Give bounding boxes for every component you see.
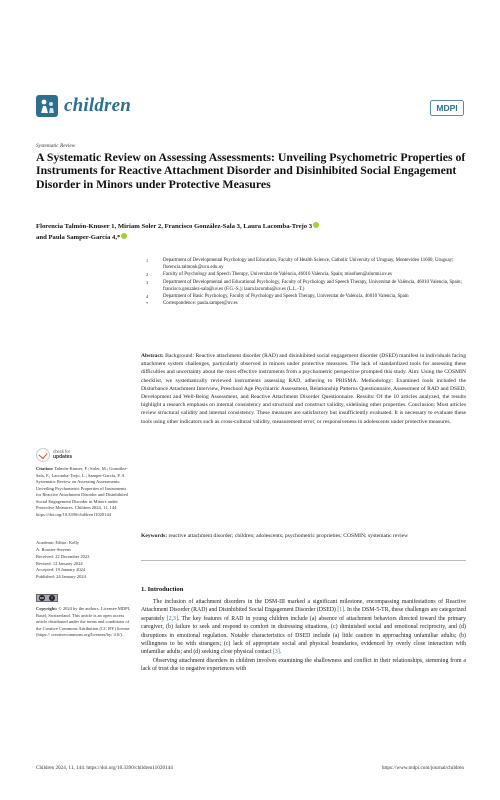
affiliations	[141, 257, 466, 307]
affiliation-item: 2 Faculty of Psychology and Speech Therapy, Universitat de València, 46010 Valencia, Spain; misofuen@alumni.uv.es	[146, 272, 392, 278]
section-heading: 1. Introduction	[141, 586, 184, 593]
divider	[141, 560, 466, 561]
affiliation-item: 3 Department of Developmental and Educational Psychology, Faculty of Psychology and Speech Therapy, Universitat de València, 46010 Valencia, Spain; francisco.gonzalez-sala@uv.es (F.G.-S.); laura.lacomba@uv.es (L.L.-T.)	[146, 279, 462, 292]
keywords-label: Keywords:	[141, 533, 168, 539]
orcid-icon[interactable]	[313, 222, 319, 228]
affiliation-item: 1 Department of Developmental Psychology and Education, Faculty of Health Science, Catholic University of Uruguay, Montevideo 11600, Uruguay; florencia.talmonk@ucu.edu.uy	[146, 258, 454, 271]
abstract-text: Background: Reactive attachment disorder (RAD) and disinhibited social engagement disorder (DSED) manifest in individuals facing attachment system challenges, particularly observed in minors under protective measures. The lack of standardized tools for assessing these difficulties and uncertainty about the most effective instruments from a psychometric perspective prompted this study. Aim: Using the COSMIN checklist, we systematically reviewed instruments assessing RAD, adhering to PRISMA. Methodology: Examined tools included the Disturbance Attachment Interview, Preschool Age Psychiatric Assessment, Relationship Patterns Questionnaire, Assessment of RAD and DSED, Development and Well-Being Assessment, and Reactive Attachment Disorder Questionnaire. Results: Of the 10 articles analyzed, the results highlight a research emphasis on internal consistency and structural and construct validity, sidelining other properties. Conclusion: Most articles review structural validity and internal consistency. These measures are satisfactory but insufficiently evaluated. It is necessary to evaluate these tools using other indicators such as cross-cultural validity, measurement error, or responsiveness in adolescents under protective measures.	[141, 353, 466, 425]
paragraph: The inclusion of attachment disorders in the DSM-III marked a significant milestone, encompassing manifestations of Reactive Attachment Disorder (RAD) and Disinhibited Social Engagement Disorder (DSED) [1]. In the DSM-5-TR, these challenges are categorized separately [2,3]. The key features of RAD in young children include (a) absence of attachment behaviors directed toward the primary caregiver, (b) failure to seek and respond to comfort in distressing situations, (c) diminished social and emotional reciprocity, and (d) disruptions in emotional regulation. Notable characteristics of DSED include (a) little caution in approaching unfamiliar adults; (b) willingness to be with strangers; (c) lack of appropriate social and physical boundaries, evidenced by overly close interaction with unfamiliar adults; and (d) seeking close physical contact [3].	[141, 599, 466, 656]
citation-block: Citation: Talmón-Knuser, F.; Soler, M.; González-Sala, F.; Lacomba-Trejo, L.; Samper-García, P. A Systematic Review on Assessing Assessments: Unveiling Psychometric Properties of Instruments for Reactive Attachment Disorder and Disinhibited Social Engagement Disorder in Minors under Protective Measures. Children 2024, 11, 144. https://doi.org/10.3390/children11020144	[36, 466, 128, 517]
journal-header	[36, 95, 464, 125]
authors-line-2: and Paula Samper-García 4,*	[36, 233, 121, 241]
journal-icon	[36, 95, 58, 117]
article-type: Systematic Review	[36, 143, 76, 149]
body-text	[141, 598, 466, 674]
svg-text:MDPI: MDPI	[436, 103, 458, 114]
citation-link[interactable]: [1]	[337, 607, 345, 614]
citation-link[interactable]: [2,3]	[166, 615, 178, 622]
journal-logo	[36, 95, 131, 117]
cc-by-license-icon[interactable]: cc i	[36, 594, 58, 602]
keywords-text: reactive attachment disorder; children; adolescents; psychometric proprieties; COSMIN; systematic review	[168, 533, 409, 539]
author-list	[36, 222, 466, 243]
journal-name: children	[64, 95, 132, 116]
article-title: A Systematic Review on Assessing Assessments: Unveiling Psychometric Properties of Instruments for Reactive Attachment Disorder and Disinhibited Social Engagement Disorder in Minors under Protective Measures	[36, 150, 466, 191]
dates-block: Received: 22 December 2023 Revised: 12 January 2024 Accepted: 19 January 2024 Published: 24 January 2024	[36, 554, 90, 579]
academic-editor: Academic Editor: Kelly A. Rouster-Stevens	[36, 540, 79, 552]
correspondence: * Correspondence: paula.samper@uv.es	[146, 301, 238, 307]
check-for-updates-badge[interactable]: check for updates	[36, 448, 72, 462]
mdpi-logo	[430, 100, 464, 116]
keywords	[141, 532, 466, 540]
check-updates-icon	[36, 448, 50, 462]
paragraph: Observing attachment disorders in children involves examining the shallowness and conflict in their relationships, stemming from a lack of trust due to negative experiences with	[141, 657, 466, 673]
copyright-block: Copyright: © 2024 by the authors. Licensee MDPI, Basel, Switzerland. This article is an open access article distributed under the terms and conditions of the Creative Commons Attribution (CC BY) license (https:// creativecommons.org/licenses/by/ 4.0/).	[36, 606, 131, 637]
orcid-icon[interactable]	[121, 233, 127, 239]
authors-line-1: Florencia Talmón-Knuser 1, Miriam Soler 2, Francisco González-Sala 3, Laura Lacomba-Trejo 3	[36, 223, 313, 230]
footer-citation: Children 2024, 11, 144. https://doi.org/10.3390/children11020144	[36, 765, 173, 771]
citation-link[interactable]: [3]	[273, 649, 280, 656]
abstract	[141, 352, 466, 426]
abstract-label: Abstract:	[141, 353, 164, 359]
footer-journal-link[interactable]: https://www.mdpi.com/journal/children	[381, 765, 464, 771]
affiliation-item: 4 Department of Basic Psychology, Faculty of Psychology and Speech Therapy, Universitat de València, 46010 Valencia, Spain	[146, 294, 409, 300]
